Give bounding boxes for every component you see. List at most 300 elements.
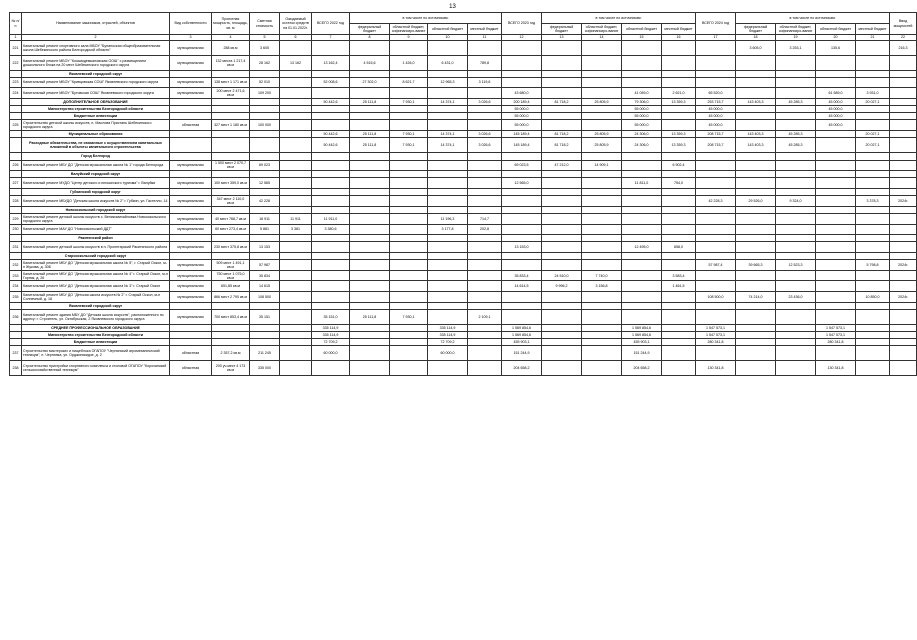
amount-cell (776, 160, 816, 171)
amount-cell (312, 196, 350, 207)
empty-cell (280, 324, 312, 331)
amount-cell (582, 338, 622, 345)
ownership-type: муниципальная (170, 88, 212, 99)
empty-cell (350, 153, 390, 160)
amount-cell (390, 360, 428, 375)
empty-cell (468, 70, 502, 77)
column-number: 18 (736, 35, 776, 41)
empty-cell (280, 302, 312, 309)
amount-cell (428, 113, 468, 120)
empty-cell (212, 131, 250, 138)
amount-cell (816, 281, 856, 292)
amount-cell: 2 109,1 (468, 309, 502, 324)
amount-cell (856, 213, 890, 224)
amount-cell (542, 88, 582, 99)
amount-cell: 61 589,0 (816, 88, 856, 99)
amount-cell (856, 224, 890, 235)
empty-cell (170, 138, 212, 153)
header-local: местный бюджет (468, 24, 502, 35)
empty-cell (542, 188, 582, 195)
ownership-type: муниципальная (170, 309, 212, 324)
amount-cell: 20 027,1 (856, 138, 890, 153)
empty-cell (776, 171, 816, 178)
amount-cell (312, 281, 350, 292)
amount-cell (502, 224, 542, 235)
amount-cell: 754,0 (662, 178, 696, 189)
amount-cell: 3 026,6 (468, 138, 502, 153)
remaining-funds (280, 346, 312, 361)
amount-cell (390, 224, 428, 235)
amount-cell (662, 292, 696, 303)
amount-cell (390, 41, 428, 56)
empty-cell (890, 153, 917, 160)
ownership-type: муниципальная (170, 224, 212, 235)
amount-cell: 151 244,9 (622, 346, 662, 361)
amount-cell: 335 114,9 (312, 331, 350, 338)
amount-cell (582, 113, 622, 120)
amount-cell: 9 324,0 (776, 196, 816, 207)
amount-cell: 47 212,0 (542, 160, 582, 171)
amount-cell (776, 213, 816, 224)
empty-cell (736, 253, 776, 260)
amount-cell (390, 120, 428, 131)
amount-cell (776, 309, 816, 324)
amount-cell: 143 403,3 (736, 131, 776, 138)
amount-cell: 335 114,9 (428, 324, 468, 331)
amount-cell: 81 718,2 (542, 131, 582, 138)
empty-cell (890, 106, 917, 113)
ownership-type: муниципальная (170, 281, 212, 292)
subsection-row (10, 331, 917, 338)
amount-cell (582, 178, 622, 189)
empty-cell (468, 153, 502, 160)
amount-cell (856, 346, 890, 361)
column-number: 9 (390, 35, 428, 41)
row-number (10, 138, 22, 153)
amount-cell (776, 113, 816, 120)
amount-cell (736, 324, 776, 331)
amount-cell (542, 213, 582, 224)
amount-cell (856, 324, 890, 331)
amount-cell: 55 000,0 (622, 106, 662, 113)
amount-cell: 2 621,0 (662, 88, 696, 99)
amount-cell: 208 715,7 (696, 131, 736, 138)
empty-cell (312, 206, 350, 213)
subsection-row (10, 188, 917, 195)
empty-cell (622, 70, 662, 77)
empty-cell (582, 171, 622, 178)
amount-cell (582, 77, 622, 88)
empty-cell (212, 188, 250, 195)
amount-cell (390, 178, 428, 189)
amount-cell: 42 228,3 (696, 196, 736, 207)
amount-cell: 135,6 (816, 41, 856, 56)
remaining-funds: 3 381 (280, 224, 312, 235)
column-number: 4 (212, 35, 250, 41)
empty-cell (890, 331, 917, 338)
amount-cell (890, 224, 917, 235)
empty-cell (428, 235, 468, 242)
amount-cell (502, 55, 542, 70)
amount-cell (890, 88, 917, 99)
empty-cell (736, 153, 776, 160)
subsection-title: Яковлевский городской округ (22, 302, 170, 309)
amount-cell (662, 106, 696, 113)
column-number: 21 (856, 35, 890, 41)
estimated-cost: 109 200 (250, 88, 280, 99)
amount-cell: 280 341,8 (816, 338, 856, 345)
amount-cell (736, 360, 776, 375)
amount-cell (890, 346, 917, 361)
amount-cell: 45 000,0 (696, 120, 736, 131)
header-sources-2023: в том числе по источникам: (542, 13, 696, 24)
amount-cell (776, 346, 816, 361)
amount-cell (542, 346, 582, 361)
empty-cell (736, 188, 776, 195)
empty-cell (662, 206, 696, 213)
amount-cell (890, 55, 917, 70)
amount-cell (816, 196, 856, 207)
empty-cell (582, 235, 622, 242)
amount-cell (736, 213, 776, 224)
amount-cell (890, 213, 917, 224)
empty-cell (468, 188, 502, 195)
capacity: 750 мест 1 075,0 кв.м (212, 270, 250, 281)
capacity: 132 места 1 217,4 кв.м (212, 55, 250, 70)
amount-cell (312, 270, 350, 281)
header-regional-cofin: областной бюджет, софинансиро-вание (390, 24, 428, 35)
empty-cell (890, 338, 917, 345)
table-row (10, 270, 917, 281)
empty-cell (502, 235, 542, 242)
estimated-cost: 12 565 (250, 178, 280, 189)
amount-cell (350, 331, 390, 338)
amount-cell (816, 292, 856, 303)
amount-cell (736, 270, 776, 281)
row-number: 235 (10, 292, 22, 303)
table-row (10, 196, 917, 207)
amount-cell (856, 242, 890, 253)
amount-cell (468, 324, 502, 331)
amount-cell (542, 113, 582, 120)
page-number: 13 (449, 4, 456, 10)
subsection-row (10, 70, 917, 77)
empty-cell (542, 153, 582, 160)
amount-cell: 216,3 (890, 41, 917, 56)
empty-cell (856, 171, 890, 178)
amount-cell (890, 178, 917, 189)
amount-cell (736, 106, 776, 113)
subsection-row (10, 253, 917, 260)
amount-cell: 39 665,3 (736, 260, 776, 271)
empty-cell (582, 188, 622, 195)
amount-cell (542, 55, 582, 70)
ownership-type: муниципальная (170, 292, 212, 303)
amount-cell (582, 224, 622, 235)
empty-cell (390, 206, 428, 213)
ownership-type: муниципальная (170, 55, 212, 70)
row-number: 238 (10, 360, 22, 375)
empty-cell (280, 188, 312, 195)
amount-cell (662, 113, 696, 120)
empty-cell (250, 324, 280, 331)
amount-cell: 130 341,8 (816, 360, 856, 375)
empty-cell (212, 324, 250, 331)
object-name: Капитальный ремонт спортивного зала МБОУ "Буланоская общеобразовательная школа Шебекинского района Белгородской области" (22, 41, 170, 56)
amount-cell (622, 224, 662, 235)
empty-cell (390, 70, 428, 77)
amount-cell (736, 224, 776, 235)
empty-cell (468, 171, 502, 178)
empty-cell (250, 338, 280, 345)
amount-cell (816, 242, 856, 253)
amount-cell: 145 189,4 (502, 138, 542, 153)
amount-cell (428, 281, 468, 292)
section-row (10, 99, 917, 106)
column-number: 12 (502, 35, 542, 41)
subsection-title: Расходные обязательства, не связанные с осуществлением капитальных вложений в объекты капитального строительства (22, 138, 170, 153)
remaining-funds (280, 41, 312, 56)
empty-cell (582, 206, 622, 213)
section-title: ДОПОЛНИТЕЛЬНОЕ ОБРАЗОВАНИЕ (22, 99, 170, 106)
subsection-title: Министерство строительства Белгородской области (22, 331, 170, 338)
empty-cell (890, 324, 917, 331)
column-number: 6 (280, 35, 312, 41)
amount-cell (428, 196, 468, 207)
empty-cell (170, 331, 212, 338)
amount-cell: 7 930,1 (390, 138, 428, 153)
empty-cell (856, 253, 890, 260)
row-number (10, 188, 22, 195)
amount-cell: 9 996,2 (542, 281, 582, 292)
empty-cell (312, 153, 350, 160)
amount-cell (468, 338, 502, 345)
empty-cell (170, 99, 212, 106)
amount-cell (312, 120, 350, 131)
subsection-title: Бюджетные инвестиции (22, 338, 170, 345)
amount-cell (428, 360, 468, 375)
amount-cell (856, 120, 890, 131)
amount-cell (696, 346, 736, 361)
subsection-title: Ракитянский район (22, 235, 170, 242)
amount-cell (390, 270, 428, 281)
amount-cell (856, 270, 890, 281)
amount-cell (390, 88, 428, 99)
empty-cell (280, 206, 312, 213)
estimated-cost: 14 615 (250, 281, 280, 292)
empty-cell (350, 253, 390, 260)
amount-cell (350, 196, 390, 207)
empty-cell (662, 153, 696, 160)
amount-cell: 24 306,0 (622, 138, 662, 153)
column-number: 22 (890, 35, 917, 41)
amount-cell (350, 346, 390, 361)
amount-cell (468, 178, 502, 189)
empty-cell (280, 235, 312, 242)
empty-cell (696, 235, 736, 242)
ownership-type: муниципальная (170, 260, 212, 271)
empty-cell (312, 70, 350, 77)
remaining-funds (280, 281, 312, 292)
subsection-title: Новооскольский городской округ (22, 206, 170, 213)
empty-cell (212, 171, 250, 178)
amount-cell (390, 292, 428, 303)
amount-cell (428, 292, 468, 303)
estimated-cost: 69 023 (250, 160, 280, 171)
subsection-title: Валуйский городской округ (22, 171, 170, 178)
subsection-row (10, 113, 917, 120)
header-name: Наименование заказчиков, отраслей, объектов (22, 13, 170, 35)
amount-cell (502, 292, 542, 303)
amount-cell: 6 902,4 (662, 160, 696, 171)
amount-cell (582, 292, 622, 303)
empty-cell (212, 253, 250, 260)
table-row (10, 55, 917, 70)
empty-cell (250, 188, 280, 195)
column-number: 13 (542, 35, 582, 41)
estimated-cost: 5 881 (250, 224, 280, 235)
empty-cell (816, 188, 856, 195)
amount-cell: 45 000,0 (816, 106, 856, 113)
amount-cell (736, 242, 776, 253)
empty-cell (250, 235, 280, 242)
row-number (10, 113, 22, 120)
ownership-type: муниципальная (170, 41, 212, 56)
subsection-row (10, 131, 917, 138)
empty-cell (856, 302, 890, 309)
amount-cell: 65 520,0 (696, 88, 736, 99)
row-number: 237 (10, 346, 22, 361)
remaining-funds (280, 77, 312, 88)
empty-cell (582, 70, 622, 77)
amount-cell: 3 026,6 (468, 99, 502, 106)
empty-cell (280, 253, 312, 260)
empty-cell (856, 188, 890, 195)
amount-cell (428, 41, 468, 56)
amount-cell (582, 213, 622, 224)
table-row (10, 160, 917, 171)
header-local: местный бюджет (856, 24, 890, 35)
empty-cell (542, 302, 582, 309)
empty-cell (776, 235, 816, 242)
remaining-funds (280, 260, 312, 271)
table-row (10, 346, 917, 361)
header-federal: федеральный бюджет (542, 24, 582, 35)
estimated-cost: 35 151 (250, 309, 280, 324)
amount-cell (502, 213, 542, 224)
remaining-funds (280, 160, 312, 171)
amount-cell: 45 000,0 (816, 113, 856, 120)
empty-cell (890, 113, 917, 120)
row-number: 231 (10, 242, 22, 253)
amount-cell: 14 374,1 (428, 99, 468, 106)
amount-cell: 45 000,0 (696, 106, 736, 113)
amount-cell (662, 196, 696, 207)
amount-cell: 1 569 854,6 (622, 331, 662, 338)
amount-cell (856, 106, 890, 113)
amount-cell: 23 436,0 (776, 292, 816, 303)
amount-cell: 7 740,0 (582, 270, 622, 281)
empty-cell (776, 253, 816, 260)
amount-cell: 81 718,2 (542, 99, 582, 106)
amount-cell: 27 302,0 (350, 77, 390, 88)
empty-cell (250, 138, 280, 153)
row-number (10, 99, 22, 106)
empty-cell (170, 302, 212, 309)
empty-cell (736, 70, 776, 77)
amount-cell (776, 55, 816, 70)
object-name: Строительство мастерских и пищеблока ОГАПОУ "Чернянский агромеханический техникум", п. Чернянка, ул. Орджоникидзе, д. 2 (22, 346, 170, 361)
empty-cell (662, 253, 696, 260)
ownership-type: областная (170, 346, 212, 361)
amount-cell (390, 260, 428, 271)
amount-cell: 3 605,0 (736, 41, 776, 56)
commissioning-year: 2024г. (890, 292, 917, 303)
amount-cell: 81 718,2 (542, 138, 582, 153)
capacity: 2 357,2 кв.м (212, 346, 250, 361)
row-number: 225 (10, 120, 22, 131)
amount-cell (350, 270, 390, 281)
amount-cell: 55 000,0 (622, 120, 662, 131)
table-row (10, 281, 917, 292)
table-row (10, 41, 917, 56)
empty-cell (856, 206, 890, 213)
amount-cell (890, 120, 917, 131)
empty-cell (696, 171, 736, 178)
amount-cell: 14 374,1 (428, 138, 468, 153)
amount-cell (736, 281, 776, 292)
amount-cell (776, 324, 816, 331)
amount-cell: 60 000,0 (428, 346, 468, 361)
table-row (10, 213, 917, 224)
column-number: 20 (816, 35, 856, 41)
empty-cell (502, 253, 542, 260)
capacity: 100 мест 359,0 кв.м (212, 178, 250, 189)
header-remaining: Ожидаемый остаток средств на 01.01.2022г. (280, 13, 312, 35)
amount-cell (468, 331, 502, 338)
amount-cell (890, 281, 917, 292)
empty-cell (890, 99, 917, 106)
amount-cell (662, 120, 696, 131)
amount-cell (390, 281, 428, 292)
empty-cell (662, 171, 696, 178)
object-name: Капитальный ремонт МУДО "Центр детского и юношеского туризма" г. Валуйки (22, 178, 170, 189)
amount-cell (350, 224, 390, 235)
empty-cell (350, 302, 390, 309)
amount-cell (350, 88, 390, 99)
header-estimated-cost: Сметная стоимость (250, 13, 280, 35)
amount-cell (312, 41, 350, 56)
amount-cell (582, 331, 622, 338)
object-name: Капитальный ремонт МБУ ДО "Детская музыкальная школа № 3" г. Старый Оскол (22, 281, 170, 292)
amount-cell (350, 324, 390, 331)
header-regional: областной бюджет (428, 24, 468, 35)
capacity: 60 мест 273,4 кв.м (212, 224, 250, 235)
row-number (10, 331, 22, 338)
column-number: 8 (350, 35, 390, 41)
column-number: 10 (428, 35, 468, 41)
header-capacity: Проектная мощность, площадь, кв. м (212, 13, 250, 35)
amount-cell (582, 55, 622, 70)
empty-cell (280, 113, 312, 120)
empty-cell (468, 253, 502, 260)
amount-cell: 12 523,3 (776, 260, 816, 271)
empty-cell (816, 206, 856, 213)
empty-cell (776, 188, 816, 195)
amount-cell (776, 338, 816, 345)
amount-cell (890, 309, 917, 324)
amount-cell: 3 583,4 (662, 270, 696, 281)
